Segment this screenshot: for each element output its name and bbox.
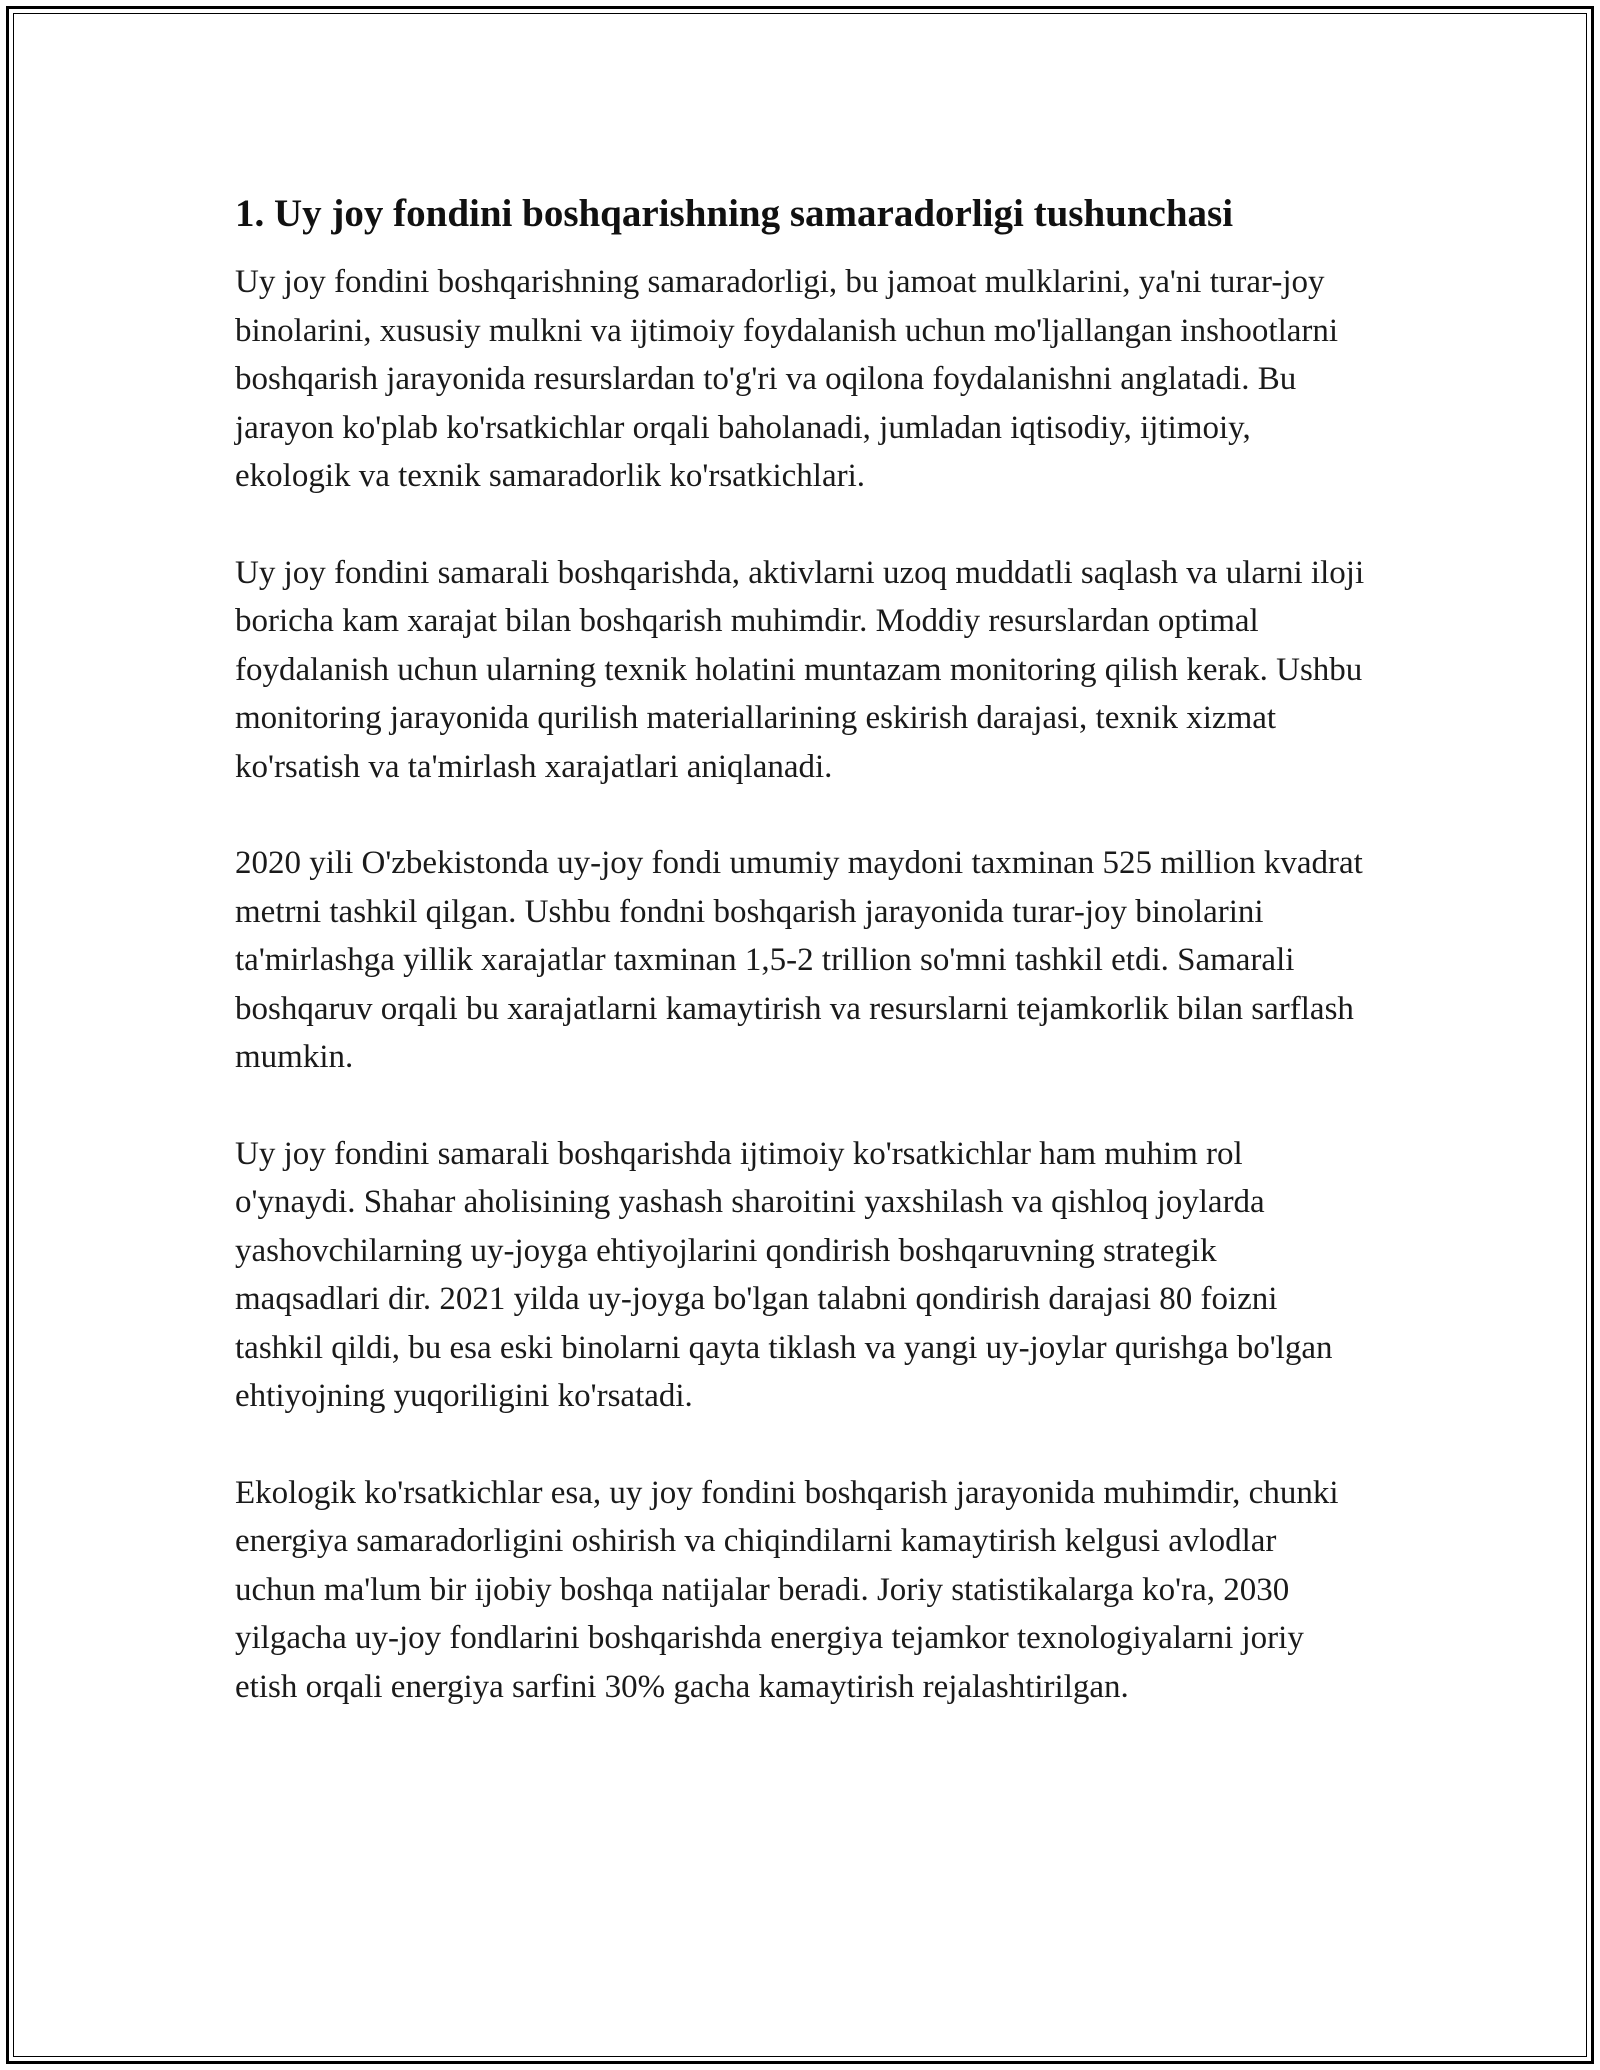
- paragraph-3: 2020 yili O'zbekistonda uy-joy fondi umumiy maydoni taxminan 525 million kvadrat metrni tashkil qilgan. Ushbu fondni boshqarish jarayonida turar-joy binolarini ta'mirlashga yillik xarajatlar taxminan 1,5-2 trillion so'mni tashkil etdi. Samarali boshqaruv orqali bu xarajatlarni kamaytirish va resurslarni tejamkorlik bilan sarflash mumkin.: [235, 845, 1363, 1075]
- section-heading: 1. Uy joy fondini boshqarishning samaradorligi tushunchasi: [235, 192, 1234, 235]
- document-body: [235, 188, 1365, 1759]
- paragraph-4: Uy joy fondini samarali boshqarishda ijtimoiy ko'rsatkichlar ham muhim rol o'ynaydi. Shahar aholisining yashash sharoitini yaxshilash va qishloq joylarda yashovchilarning uy-joyga ehtiyojlarini qondirish boshqaruvning strategik maqsadlari dir. 2021 yilda uy-joyga bo'lgan talabni qondirish darajasi 80 foizni tashkil qildi, bu esa eski binolarni qayta tiklash va yangi uy-joylar qurishga bo'lgan ehtiyojning yuqoriligini ko'rsatadi.: [235, 1135, 1333, 1414]
- paragraph-2: Uy joy fondini samarali boshqarishda, aktivlarni uzoq muddatli saqlash va ularni iloji boricha kam xarajat bilan boshqarish muhimdir. Moddiy resurslardan optimal foydalanish uchun ularning texnik holatini muntazam monitoring qilish kerak. Ushbu monitoring jarayonida qurilish materiallarining eskirish darajasi, texnik xizmat ko'rsatish va ta'mirlash xarajatlari aniqlanadi.: [235, 554, 1365, 785]
- paragraph-1: Uy joy fondini boshqarishning samaradorligi, bu jamoat mulklarini, ya'ni turar-joy binolarini, xususiy mulkni va ijtimoiy foydalanish uchun mo'ljallangan inshootlarni boshqarish jarayonida resurslardan to'g'ri va oqilona foydalanishni anglatadi. Bu jarayon ko'plab ko'rsatkichlar orqali baholanadi, jumladan iqtisodiy, ijtimoiy, ekologik va texnik samaradorlik ko'rsatkichlari.: [235, 264, 1339, 494]
- paragraph-5: Ekologik ko'rsatkichlar esa, uy joy fondini boshqarish jarayonida muhimdir, chunki energiya samaradorligini oshirish va chiqindilarni kamaytirish kelgusi avlodlar uchun ma'lum bir ijobiy boshqa natijalar beradi. Joriy statistikalarga ko'ra, 2030 yilgacha uy-joy fondlarini boshqarishda energiya tejamkor texnologiyalarni joriy etish orqali energiya sarfini 30% gacha kamaytirish rejalashtirilgan.: [235, 1474, 1339, 1705]
